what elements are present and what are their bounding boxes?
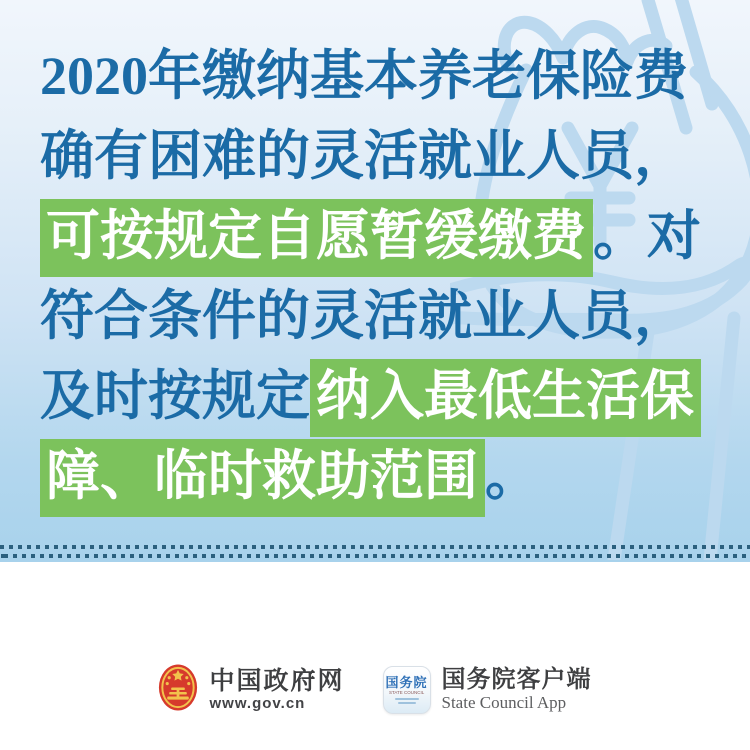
highlighted-text: 纳入最低生活保 bbox=[310, 359, 701, 437]
plain-text: 。 bbox=[485, 446, 539, 506]
dotted-line-bottom bbox=[0, 554, 750, 558]
plain-text: 及时按规定 bbox=[40, 366, 310, 426]
gov-site-url: www.gov.cn bbox=[209, 694, 306, 712]
dotted-line-top bbox=[0, 545, 750, 549]
app-icon-decor-line bbox=[398, 702, 416, 704]
app-name: 国务院客户端 bbox=[441, 666, 592, 693]
state-council-app-logo-group bbox=[383, 666, 592, 714]
plain-text: 符合条件的灵活就业人员， bbox=[40, 286, 688, 346]
highlighted-text: 障、临时救助范围 bbox=[40, 439, 485, 517]
footer bbox=[0, 562, 750, 750]
app-subtitle: State Council App bbox=[441, 693, 567, 712]
state-council-app-icon bbox=[383, 666, 431, 714]
app-icon-sublabel: STATE COUNCIL bbox=[388, 690, 425, 696]
statement-line-3 bbox=[40, 206, 730, 266]
policy-statement bbox=[40, 46, 730, 526]
statement-line-5 bbox=[40, 366, 730, 426]
china-national-emblem-icon bbox=[158, 664, 198, 716]
statement-line-2 bbox=[40, 126, 730, 186]
statement-line-6 bbox=[40, 446, 730, 506]
gov-site-name: 中国政府网 bbox=[209, 666, 345, 695]
plain-text: 。对 bbox=[593, 206, 701, 266]
gov-website-logo-group bbox=[158, 664, 344, 716]
app-icon-label: 国务院 bbox=[385, 675, 428, 690]
dotted-separator bbox=[0, 545, 750, 558]
statement-line-1 bbox=[40, 46, 730, 106]
app-icon-decor-line bbox=[395, 698, 419, 700]
statement-line-4 bbox=[40, 286, 730, 346]
plain-text: 确有困难的灵活就业人员， bbox=[40, 126, 688, 186]
highlighted-text: 可按规定自愿暂缓缴费 bbox=[40, 199, 593, 277]
plain-text: 2020年缴纳基本养老保险费 bbox=[40, 46, 688, 106]
